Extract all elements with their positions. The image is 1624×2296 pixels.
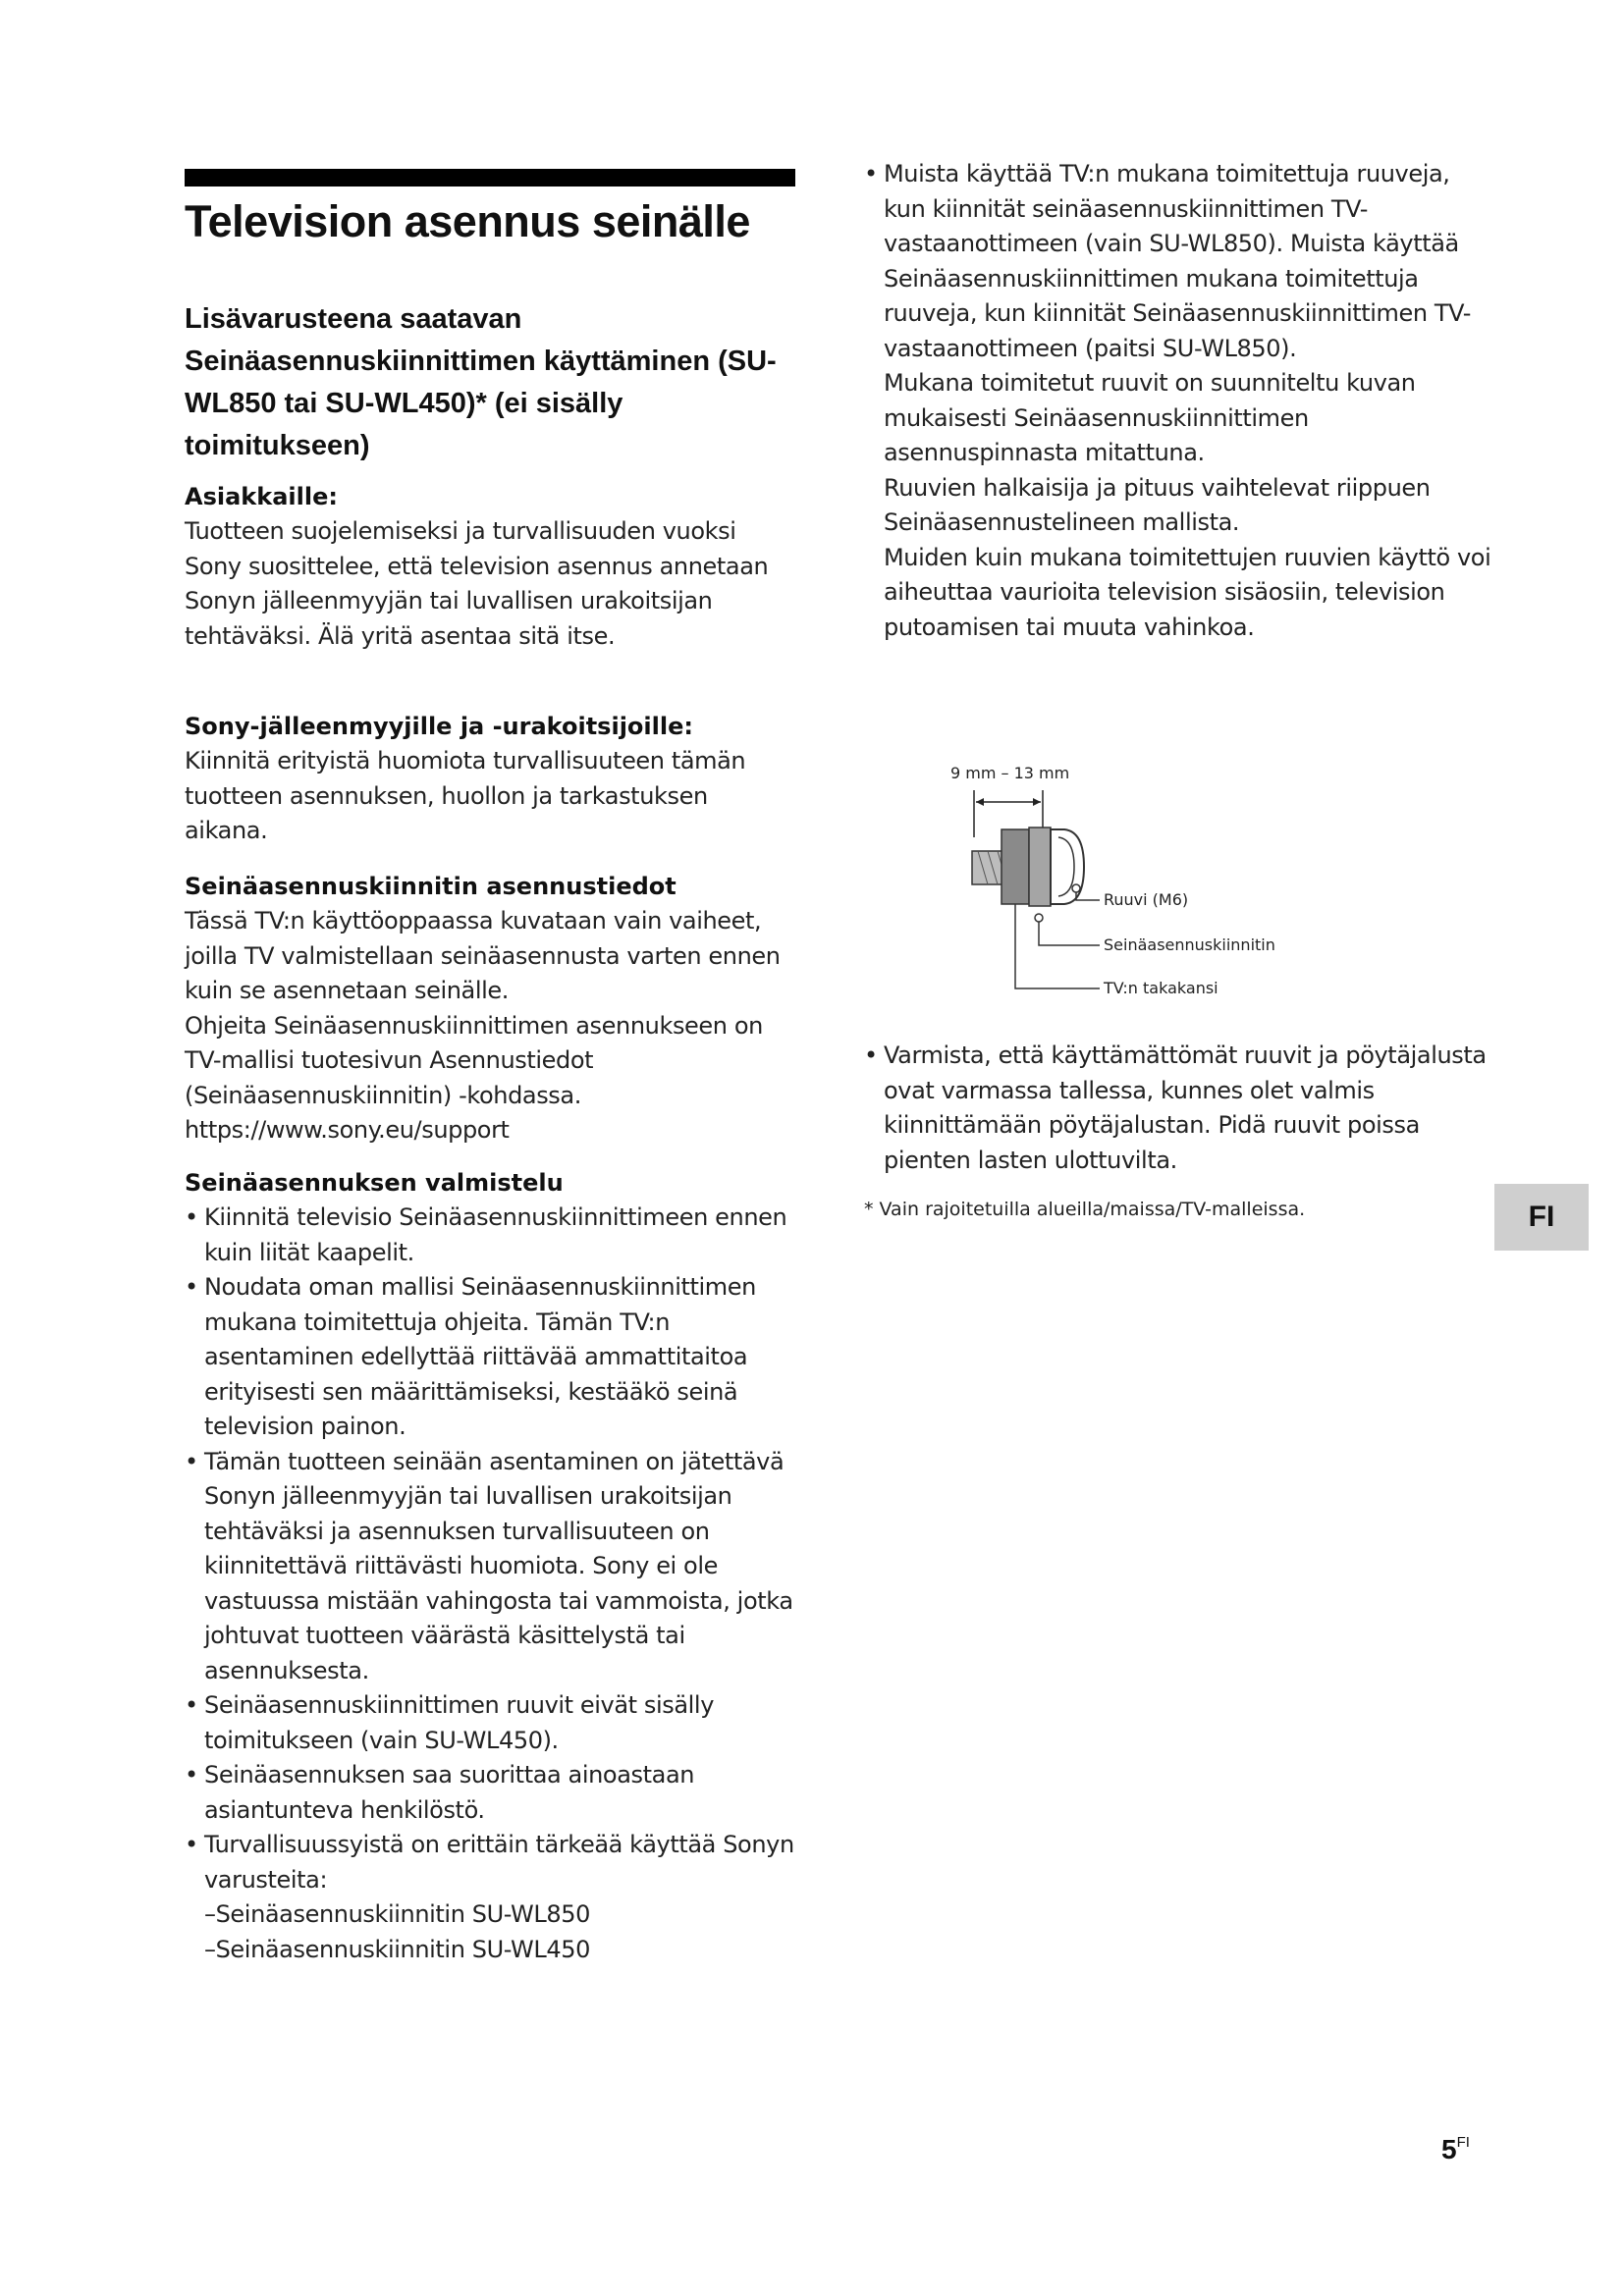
page-title: Television asennus seinälle	[185, 196, 750, 246]
preparation-heading: Seinäasennuksen valmistelu	[185, 1169, 564, 1197]
screw-diagram	[943, 761, 1335, 1016]
customers-text: Tuotteen suojelemiseksi ja turvallisuuden vuoksi Sony suosittelee, että television asennus annetaan Sonyn jälleenmyyjän tai luvallisen urakoitsijan tehtäväksi. Älä yritä asentaa sitä itse.	[185, 517, 769, 650]
callout-dot-bracket	[1035, 914, 1043, 922]
bracket-plate	[1001, 829, 1029, 904]
screw-para-3: Muiden kuin mukana toimitettujen ruuvien käyttö voi aiheuttaa vaurioita television sisäosiin, television putoamisen tai muuta vahinkoa.	[884, 543, 1491, 641]
dimension-label: 9 mm – 13 mm	[950, 764, 1070, 782]
footnote: * Vain rajoitetuilla alueilla/maissa/TV-malleissa.	[864, 1199, 1306, 1220]
list-item: • Noudata oman mallisi Seinäasennuskiinnittimen mukana toimitettuja ohjeita. Tämän TV:n asentaminen edellyttää riittävää ammattitaitoa erityisesti sen määrittämiseksi, kestääkö seinä television painon.	[185, 1270, 795, 1445]
right-list-2	[864, 1039, 1492, 1178]
sub-item: –Seinäasennuskiinnitin SU-WL850	[204, 1900, 590, 1928]
customers-section	[185, 479, 795, 654]
label-cover: TV:n takakansi	[1104, 979, 1218, 997]
dealers-section	[185, 709, 795, 849]
list-item: • Seinäasennuksen saa suorittaa ainoastaan asiantunteva henkilöstö.	[185, 1758, 795, 1828]
right-section-bottom	[864, 1039, 1492, 1178]
customers-heading: Asiakkaille:	[185, 483, 338, 510]
dealers-text: Kiinnitä erityistä huomiota turvallisuuteen tämän tuotteen asennuksen, huollon ja tarkastuksen aikana.	[185, 747, 746, 844]
dealers-heading: Sony-jälleenmyyjille ja -urakoitsijoille:	[185, 713, 693, 740]
install-info-text: Tässä TV:n käyttöoppaassa kuvataan vain vaiheet, joilla TV valmistellaan seinäasennusta varten ennen kuin se asennetaan seinälle.	[185, 907, 781, 1004]
screw-para-2: Ruuvien halkaisija ja pituus vaihtelevat riippuen Seinäasennustelineen mallista.	[884, 473, 1431, 536]
right-list-1	[864, 157, 1492, 366]
install-info-heading: Seinäasennuskiinnitin asennustiedot	[185, 873, 677, 900]
page-number-value: 5	[1441, 2134, 1457, 2164]
title-rule	[185, 169, 795, 187]
right-section-top	[864, 157, 1492, 645]
arrow-head-left	[976, 798, 984, 806]
screw-para-1: Mukana toimitetut ruuvit on suunniteltu kuvan mukaisesti Seinäasennuskiinnittimen asennuspinnasta mitattuna.	[884, 369, 1416, 466]
page-number-suffix: FI	[1456, 2134, 1470, 2151]
list-item: • Varmista, että käyttämättömät ruuvit ja pöytäjalusta ovat varmassa tallessa, kunnes olet valmis kiinnittämään pöytäjalustan. Pidä ruuvit poissa pienten lasten ulottuvilta.	[864, 1039, 1492, 1178]
install-info-text2: Ohjeita Seinäasennuskiinnittimen asennukseen on TV-mallisi tuotesivun Asennustiedot (Seinäasennuskiinnitin) -kohdassa.	[185, 1011, 763, 1109]
sub-item: –Seinäasennuskiinnitin SU-WL450	[204, 1935, 590, 1963]
callout-dot-screw	[1072, 884, 1080, 892]
arrow-head-right	[1033, 798, 1041, 806]
screw-bullet-text: Muista käyttää TV:n mukana toimitettuja ruuveja, kun kiinnität seinäasennuskiinnittimen TV-vastaanottimeen (vain SU-WL850). Muista käyttää Seinäasennuskiinnittimen mukana toimitettuja ruuveja, kun kiinnität Seinäasennuskiinnittimen TV-vastaanottimeen (paitsi SU-WL850).	[884, 160, 1472, 362]
list-item: • Seinäasennuskiinnittimen ruuvit eivät sisälly toimitukseen (vain SU-WL450).	[185, 1688, 795, 1758]
list-item: • Kiinnitä televisio Seinäasennuskiinnittimeen ennen kuin liität kaapelit.	[185, 1201, 795, 1270]
leader-cover	[1015, 904, 1100, 988]
preparation-list	[185, 1201, 795, 1897]
label-screw: Ruuvi (M6)	[1104, 890, 1189, 909]
section-subtitle: Lisävarusteena saatavan Seinäasennuskiinnittimen käyttäminen (SU-WL850 tai SU-WL450)* (ei sisälly toimitukseen)	[185, 303, 777, 461]
tv-cover	[1029, 828, 1051, 906]
list-item: • Tämän tuotteen seinään asentaminen on jätettävä Sonyn jälleenmyyjän tai luvallisen urakoitsijan tehtäväksi ja asennuksen turvallisuuteen on kiinnitettävä riittävästi huomiota. Sony ei ole vastuussa mistään vahingosta tai vammoista, jotka johtuvat tuotteen väärästä käsittelystä tai asennuksesta.	[185, 1445, 795, 1689]
leader-bracket	[1039, 922, 1100, 945]
install-info-section	[185, 869, 795, 1148]
list-item	[864, 157, 1492, 366]
preparation-section	[185, 1165, 795, 1967]
page-number	[1441, 2134, 1470, 2165]
list-item: • Turvallisuussyistä on erittäin tärkeää käyttää Sonyn varusteita:	[185, 1828, 795, 1897]
support-link[interactable]: https://www.sony.eu/support	[185, 1116, 510, 1144]
label-bracket: Seinäasennuskiinnitin	[1104, 935, 1275, 954]
language-tab: FI	[1494, 1184, 1589, 1251]
